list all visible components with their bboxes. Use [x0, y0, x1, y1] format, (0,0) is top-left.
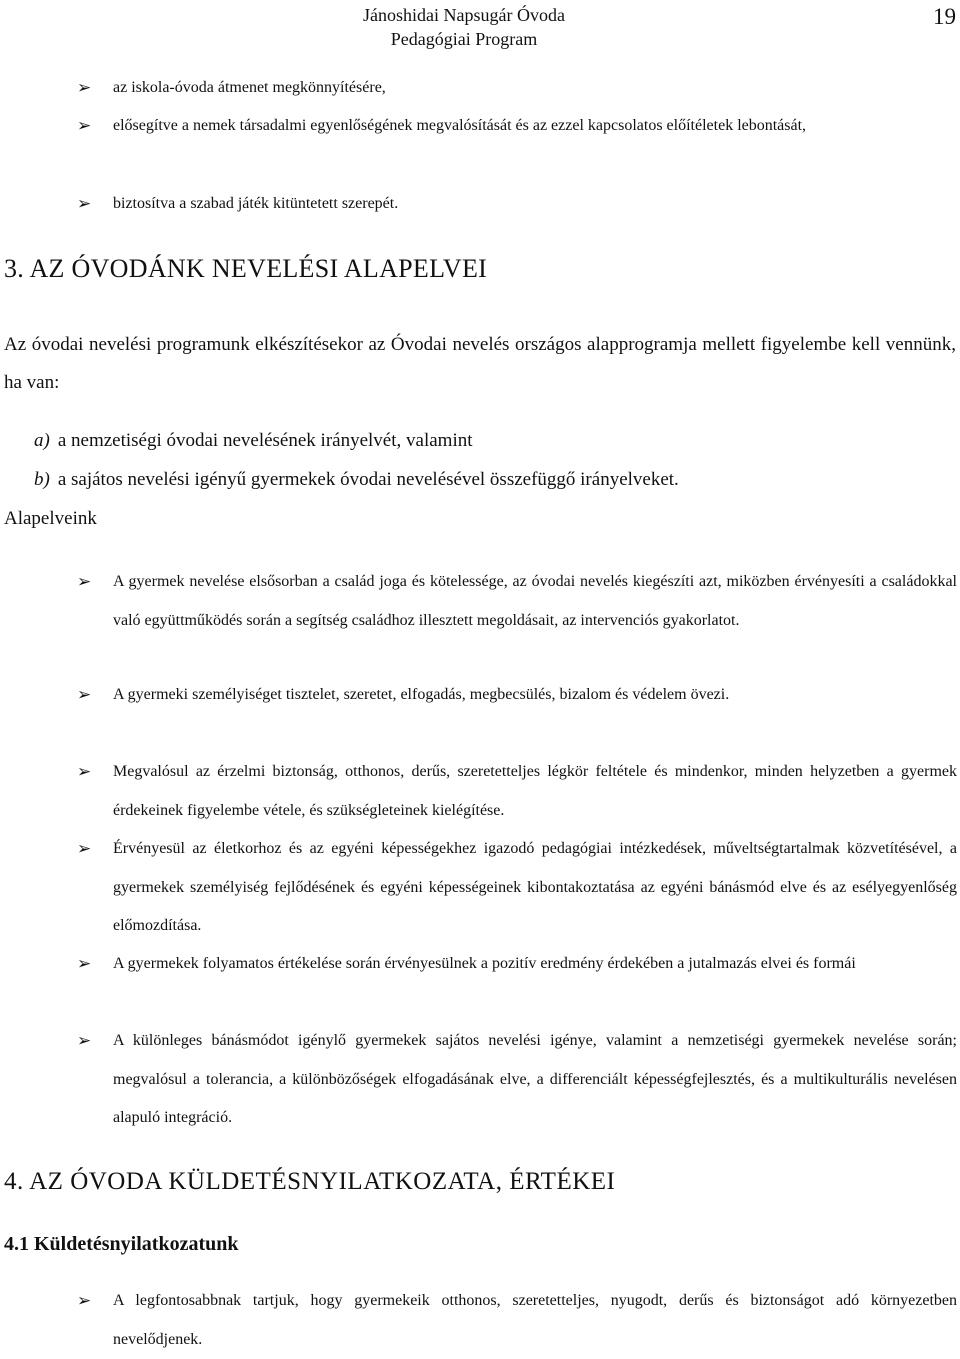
- list-item-text: A gyermeki személyiséget tisztelet, szeretet, elfogadás, megbecsülés, bizalom és védelem övezi.: [113, 686, 730, 703]
- arrowhead-bullet-icon: ➢: [77, 762, 92, 782]
- header-institution: Jánoshidai Napsugár Óvoda: [363, 5, 565, 25]
- list-item-text: A különleges bánásmódot igénylő gyermekek sajátos nevelési igénye, valamint a nemzetiségi gyermekek nevelése során; megvalósul a tolerancia, a különbözőségek elfogadásának elve, a differenciált képességfejlesztés, és a multikulturális nevelésen alapuló integráció.: [113, 1032, 957, 1126]
- arrowhead-bullet-icon: ➢: [77, 839, 92, 859]
- list-item: [77, 1022, 957, 1138]
- arrowhead-bullet-icon: ➢: [77, 1291, 92, 1311]
- item-text: a nemzetiségi óvodai nevelésének irányelvét, valamint: [57, 430, 473, 451]
- list-item: [77, 69, 957, 107]
- page-header: [349, 3, 579, 51]
- page-number: 19: [933, 4, 956, 29]
- header-program: Pedagógiai Program: [390, 29, 538, 49]
- principles-label: Alapelveink: [4, 508, 97, 529]
- list-item-text: Megvalósul az érzelmi biztonság, otthonos, derűs, szeretetteljes légkör feltétele és mindenkor, minden helyzetben a gyermek érdekeinek figyelembe vétele, és szükségleteinek kielégítése.: [113, 763, 957, 819]
- section-3-intro: Az óvodai nevelési programunk elkészítésekor az Óvodai nevelés országos alapprogramja mellett figyelembe kell vennünk, ha van:: [4, 334, 956, 393]
- arrowhead-bullet-icon: ➢: [77, 954, 92, 974]
- arrowhead-bullet-icon: ➢: [77, 116, 92, 136]
- list-item-text: Érvényesül az életkorhoz és az egyéni képességekhez igazodó pedagógiai intézkedések, műveltségtartalmak közvetítésével, a gyermekek személyiség fejlődésének és egyéni képességeinek kibontakoztatása az egyéni bánásmód elve és az esélyegyenlőség előmozdítása.: [113, 840, 957, 934]
- list-item: [77, 185, 957, 223]
- arrowhead-bullet-icon: ➢: [77, 572, 92, 592]
- guideline-item-b: [34, 469, 679, 491]
- item-text: a sajátos nevelési igényű gyermekek óvodai nevelésével összefüggő irányelveket.: [57, 469, 679, 490]
- section-4-1-heading: 4.1 Küldetésnyilatkozatunk: [4, 1233, 239, 1255]
- list-item-text: A gyermek nevelése elsősorban a család joga és kötelessége, az óvodai nevelés kiegészíti azt, miközben érvényesíti a családokkal való együttműködés során a segítség családhoz illesztett megoldásait, az intervenciós gyakorlatot.: [113, 573, 957, 629]
- list-item-text: az iskola-óvoda átmenet megkönnyítésére,: [113, 79, 386, 96]
- arrowhead-bullet-icon: ➢: [77, 194, 92, 214]
- list-item-text: biztosítva a szabad játék kitüntetett szerepét.: [113, 195, 399, 212]
- list-item-text: A gyermekek folyamatos értékelése során érvényesülnek a pozitív eredmény érdekében a jutalmazás elvei és formái: [113, 955, 856, 972]
- arrowhead-bullet-icon: ➢: [77, 78, 92, 98]
- guideline-item-a: [34, 430, 473, 452]
- item-marker: a): [34, 430, 50, 451]
- list-item-text: elősegítve a nemek társadalmi egyenlőségének megvalósítását és az ezzel kapcsolatos előítéletek lebontását,: [113, 117, 807, 134]
- list-item-text: A legfontosabbnak tartjuk, hogy gyermekeik otthonos, szeretetteljes, nyugodt, derűs és biztonságot adó környezetben nevelődjenek.: [113, 1292, 957, 1348]
- section-3-heading: 3. AZ ÓVODÁNK NEVELÉSI ALAPELVEI: [4, 254, 488, 283]
- section-4-heading: 4. AZ ÓVODA KÜLDETÉSNYILATKOZATA, ÉRTÉKEI: [4, 1168, 616, 1195]
- list-item: [77, 753, 957, 830]
- list-item: [77, 676, 957, 715]
- arrowhead-bullet-icon: ➢: [77, 1031, 92, 1051]
- list-item: [77, 830, 957, 946]
- list-item: [77, 107, 957, 145]
- list-item: [77, 563, 957, 640]
- list-item: [77, 945, 957, 984]
- arrowhead-bullet-icon: ➢: [77, 685, 92, 705]
- list-item: [77, 1282, 957, 1359]
- item-marker: b): [34, 469, 50, 490]
